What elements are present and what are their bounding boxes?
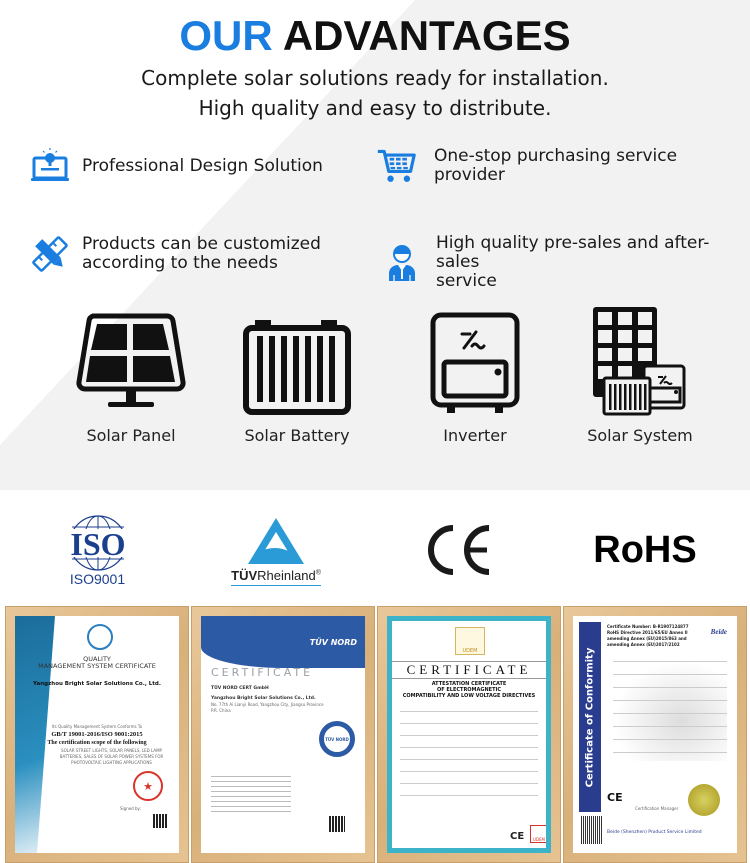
tuv-seal-icon: TÜV NORD [319, 721, 355, 757]
cert-number: Certificate Number: B-R1907124877 RoHS Directive 2011/65/EU Annex II amending Annex (EU)2015/863 and amending Annex (EU)2017/2102 [607, 624, 689, 647]
product-solar-system [565, 312, 715, 445]
solar-panel-icon [56, 312, 206, 416]
product-solar-battery [222, 312, 372, 445]
tuv-rheinland-logo [228, 510, 324, 592]
subtitle-line-2: High quality and easy to distribute. [198, 96, 552, 120]
blue-side-band: Certificate of Conformity [579, 622, 601, 812]
advantage-label: Professional Design Solution [82, 155, 323, 176]
qr-code-icon [581, 816, 603, 844]
globe-icon [58, 513, 138, 573]
cert-footer: Beide (Shenzhen) Product Service Limited [607, 830, 702, 835]
certificate-quality-management[interactable]: QUALITY MANAGEMENT SYSTEM CERTIFICATE Yangzhou Bright Solar Solutions Co., Ltd. Its Quality Management System Conforms To GB/T 19001-2016/ISO 9001:2015 The certification scope of the following SOLAR STREET LIGHTS, SOLAR PANELS, LED LAMP BATTERIES, SALES OF SOLAR POWER SYSTEMS FOR PHOTOVOLTAIC LIGHTING APPLICATIONS ★ Signed by: [5, 606, 189, 863]
product-solar-panel [56, 312, 206, 445]
certificate-udem-ce[interactable] [377, 606, 561, 863]
advantage-label: High quality pre-sales and after-sales service [436, 233, 710, 291]
pencil-ruler-icon [30, 234, 70, 274]
ce-mark: CE [607, 791, 623, 804]
iso-caption: ISO9001 [69, 571, 126, 587]
advantage-one-stop [376, 146, 750, 186]
advantage-service [382, 234, 750, 291]
udem-logo: UDEM [455, 627, 485, 655]
cert-company: Yangzhou Bright Solar Solutions Co., Ltd. [33, 681, 161, 687]
cert-title: CERTIFICATE [392, 661, 546, 679]
title-accent: OUR [179, 12, 273, 59]
cert-details-lines [211, 776, 291, 816]
rohs-logo: RoHS [593, 528, 697, 571]
product-label: Solar Battery [244, 426, 350, 445]
ce-logo [420, 520, 500, 580]
product-label: Solar System [587, 426, 693, 445]
cert-title: QUALITY MANAGEMENT SYSTEM CERTIFICATE [38, 655, 156, 670]
inverter-icon [400, 312, 550, 416]
cert-standard: GB/T 19001-2016/ISO 9001:2015 [51, 731, 143, 738]
beide-logo: Beide [710, 628, 727, 636]
qr-code-icon [329, 816, 345, 832]
advantage-customized [30, 234, 321, 274]
solar-battery-icon [222, 312, 372, 416]
lightbulb-laptop-icon [30, 146, 70, 186]
title-main: ADVANTAGES [282, 12, 571, 59]
product-label: Inverter [443, 426, 507, 445]
cqc-seal-icon [87, 624, 113, 650]
subtitle-line-1: Complete solar solutions ready for installation. [141, 66, 609, 90]
qr-code-icon [153, 814, 167, 828]
tuv-wordmark: TÜVRheinland® [231, 568, 321, 586]
advantage-professional-design [30, 146, 323, 186]
tuv-nord-brand: TÜV NORD [309, 638, 357, 647]
world-map-background [613, 661, 727, 761]
certificate-tuv-nord[interactable]: TÜV NORD CERTIFICATE TÜV NORD CERT GmbH Yangzhou Bright Solar Solutions Co., Ltd. No. 77th Ai Lianyi Road, Yangzhou City, Jiangsu Province P.R. China TÜV NORD [191, 606, 375, 863]
red-stamp-icon: ★ [133, 771, 163, 801]
product-inverter [400, 312, 550, 445]
advantage-label: Products can be customized according to the needs [82, 234, 321, 273]
certificate-beide-conformity[interactable]: Certificate of Conformity Certificate Number: B-R1907124877 RoHS Directive 2011/65/EU Annex II amending Annex (EU)2015/863 and amending Annex (EU)2017/2102 Beide CE Certification Manager Beide (Shenzhen) Product Service Limited [563, 606, 747, 863]
page-title [0, 12, 750, 60]
svg-text:ISO: ISO [69, 526, 126, 562]
gold-seal-icon [688, 784, 720, 816]
shopping-cart-icon [376, 146, 416, 186]
cert-details-lines [400, 711, 538, 801]
cert-subtitle: ATTESTATION CERTIFICATE OF ELECTROMAGNETIC COMPATIBILITY AND LOW VOLTAGE DIRECTIVES [402, 681, 536, 699]
ce-mark: CE [510, 831, 525, 842]
iso-logo [55, 510, 140, 590]
solar-system-icon [565, 312, 715, 416]
udem-stamp-icon: UDEM [530, 825, 548, 843]
product-label: Solar Panel [86, 426, 176, 445]
tuv-triangle-icon [246, 516, 306, 566]
cert-title: CERTIFICATE [211, 666, 314, 679]
advantage-label: One-stop purchasing service provider [434, 146, 678, 185]
customer-service-person-icon [382, 243, 422, 283]
